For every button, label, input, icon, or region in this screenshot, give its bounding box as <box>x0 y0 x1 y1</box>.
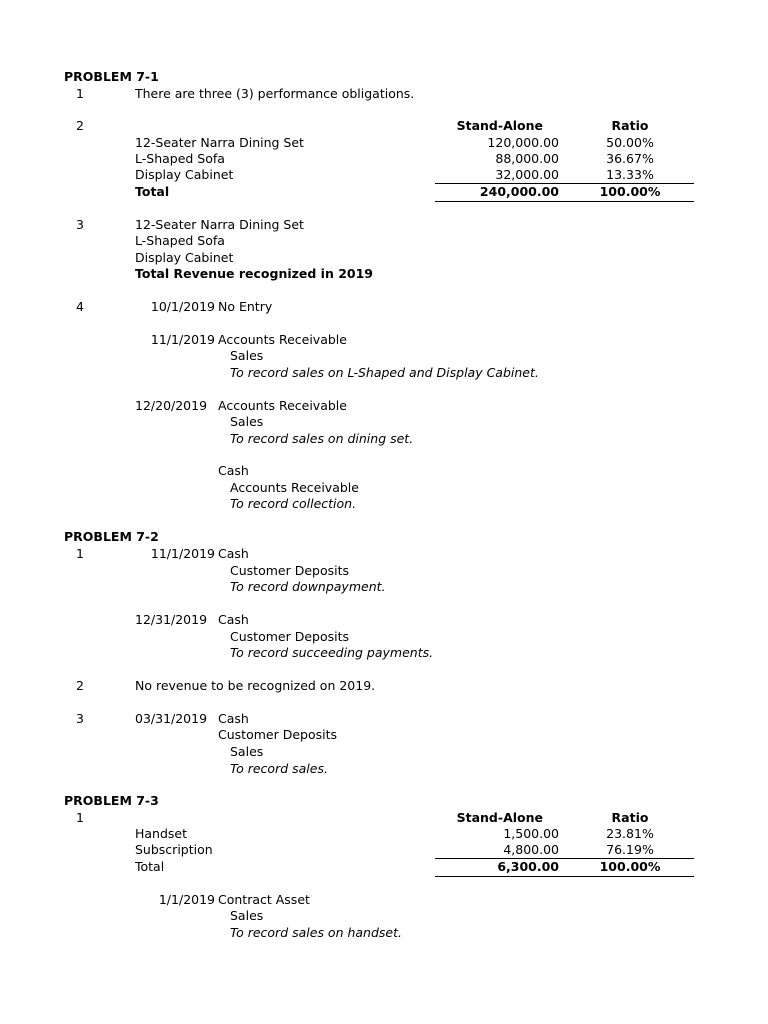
column-header-ratio: Ratio <box>611 118 649 133</box>
total-ratio: 100.00% <box>599 859 661 874</box>
entry-memo: To record sales on L-Shaped and Display Cabinet. <box>230 365 539 380</box>
item-number: 3 <box>76 711 84 726</box>
item-text: No revenue to be recognized on 2019. <box>135 678 376 693</box>
row-standalone: 88,000.00 <box>495 151 559 166</box>
row-standalone: 4,800.00 <box>503 842 559 857</box>
row-standalone: 1,500.00 <box>503 826 559 841</box>
entry-date: 12/20/2019 <box>135 398 208 413</box>
entry-debit: Cash <box>218 463 249 478</box>
entry-memo: To record sales. <box>230 761 328 776</box>
row-label: L-Shaped Sofa <box>135 151 225 166</box>
column-header-standalone: Stand-Alone <box>456 118 543 133</box>
item-number: 4 <box>76 299 84 314</box>
total-standalone: 240,000.00 <box>479 184 559 199</box>
entry-credit: Customer Deposits <box>230 563 349 578</box>
row-label: Display Cabinet <box>135 167 234 182</box>
entry-memo: To record downpayment. <box>230 579 386 594</box>
entry-credit: Sales <box>230 348 264 363</box>
item-number: 2 <box>76 118 84 133</box>
entry-debit: Accounts Receivable <box>218 398 347 413</box>
problem-7-1-title: PROBLEM 7-1 <box>64 69 159 84</box>
entry-credit: Sales <box>230 744 264 759</box>
entry-debit: Cash <box>218 546 249 561</box>
list-item: L-Shaped Sofa <box>135 233 225 248</box>
total-revenue-label: Total Revenue recognized in 2019 <box>135 266 374 281</box>
row-label: Subscription <box>135 842 213 857</box>
column-header-standalone: Stand-Alone <box>456 810 543 825</box>
total-label: Total <box>135 184 170 199</box>
row-ratio: 76.19% <box>606 842 654 857</box>
entry-debit: Cash <box>218 711 249 726</box>
item-number: 1 <box>76 546 84 561</box>
problem-7-3-title: PROBLEM 7-3 <box>64 793 159 808</box>
row-label: 12-Seater Narra Dining Set <box>135 135 304 150</box>
entry-date: 11/1/2019 <box>150 332 215 347</box>
row-standalone: 32,000.00 <box>495 167 559 182</box>
row-ratio: 23.81% <box>606 826 654 841</box>
entry-memo: To record sales on dining set. <box>230 431 414 446</box>
entry-debit: Cash <box>218 612 249 627</box>
row-ratio: 36.67% <box>606 151 654 166</box>
entry-credit: Accounts Receivable <box>230 480 359 495</box>
entry-memo: To record succeeding payments. <box>230 645 434 660</box>
entry-credit: Sales <box>230 414 264 429</box>
entry-debit: Accounts Receivable <box>218 332 347 347</box>
row-ratio: 50.00% <box>606 135 654 150</box>
total-standalone: 6,300.00 <box>497 859 559 874</box>
entry-date: 12/31/2019 <box>135 612 208 627</box>
entry-credit: Customer Deposits <box>230 629 349 644</box>
item-number: 1 <box>76 86 84 101</box>
total-bottom-rule <box>435 201 694 202</box>
entry-memo: To record sales on handset. <box>230 925 402 940</box>
entry-date: 10/1/2019 <box>150 299 215 314</box>
entry-debit: Customer Deposits <box>218 727 337 742</box>
total-ratio: 100.00% <box>599 184 661 199</box>
row-label: Handset <box>135 826 188 841</box>
row-standalone: 120,000.00 <box>487 135 559 150</box>
entry-date: 03/31/2019 <box>135 711 208 726</box>
total-label: Total <box>135 859 165 874</box>
item-number: 2 <box>76 678 84 693</box>
item-text: There are three (3) performance obligations. <box>135 86 415 101</box>
entry-debit: Contract Asset <box>218 892 310 907</box>
entry-date: 11/1/2019 <box>150 546 215 561</box>
entry-memo: To record collection. <box>230 496 357 511</box>
problem-7-2-title: PROBLEM 7-2 <box>64 529 159 544</box>
list-item: Display Cabinet <box>135 250 234 265</box>
item-number: 3 <box>76 217 84 232</box>
item-number: 1 <box>76 810 84 825</box>
column-header-ratio: Ratio <box>611 810 649 825</box>
entry-date: 1/1/2019 <box>158 892 215 907</box>
entry-text: No Entry <box>218 299 273 314</box>
list-item: 12-Seater Narra Dining Set <box>135 217 304 232</box>
row-ratio: 13.33% <box>606 167 654 182</box>
total-bottom-rule <box>435 876 694 877</box>
entry-credit: Sales <box>230 908 264 923</box>
